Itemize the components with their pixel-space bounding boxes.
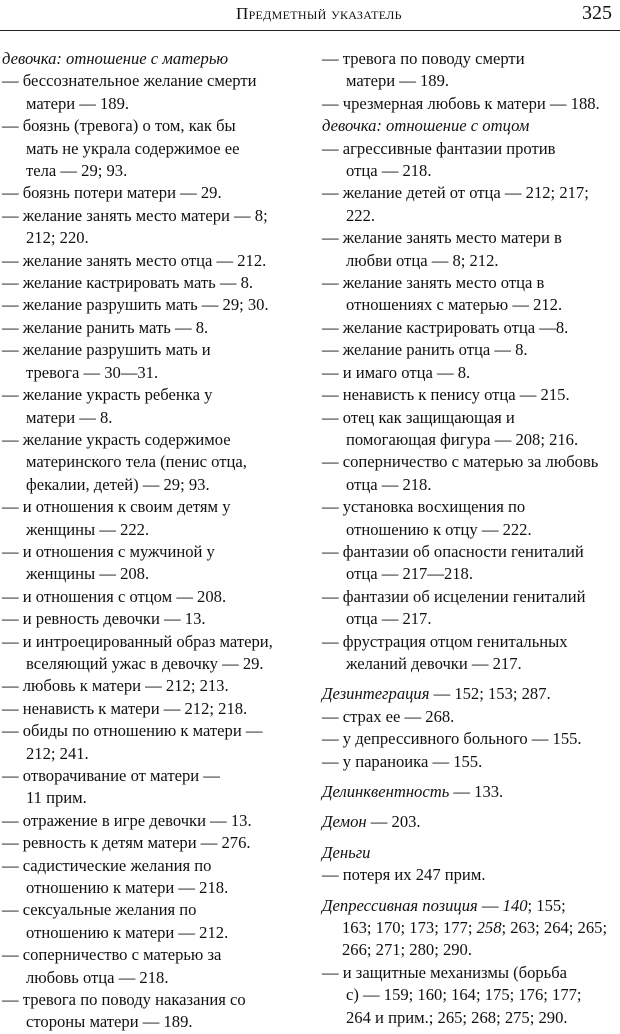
index-entry: — желание украсть содержимое материнского тела (пенис отца, фекалии, детей) — 29; 93. [2, 429, 247, 494]
index-entry: — боязнь (тревога) о том, как бы мать не украла содержимое ее тела — 29; 93. [2, 116, 240, 181]
index-entry: — сексуальные желания по отношению к матери — 212. [2, 900, 229, 942]
term-pages: — [477, 895, 503, 915]
left-column [2, 48, 302, 1034]
term-pages: — 203. [366, 812, 421, 832]
index-entry: — желание занять место матери — 8; 212; 220. [2, 205, 268, 248]
index-entry: — и отношения с мужчиной у женщины — 208. [2, 541, 215, 584]
index-entry: — отражение в игре девочки — 13. [2, 810, 252, 830]
index-term-money [322, 842, 620, 864]
index-entry: — бессознательное желание смерти матери — 189. [2, 71, 257, 113]
index-entry: — ненависть к матери — 212; 218. [2, 698, 248, 718]
index-entry: — тревога по поводу наказания со стороны матери — 189. [2, 990, 246, 1032]
index-entry: — и имаго отца — 8. [322, 362, 471, 382]
term-pages: — 152; 153; 287. [429, 684, 551, 704]
index-entry: — любовь к матери — 212; 213. [2, 676, 229, 696]
index-entry: — желание разрушить мать — 29; 30. [2, 295, 269, 315]
index-entry: — у параноика — 155. [322, 751, 483, 771]
index-entry: — желание украсть ребенка у матери — 8. [2, 385, 213, 427]
term-pages: ; 263; 264; 265; 266; 271; 280; 290. [342, 918, 608, 960]
index-entry: — желание занять место отца в отношениях с матерью — 212. [322, 273, 563, 315]
index-heading-mother: девочка: отношение с матерью [2, 49, 229, 68]
index-entry: — садистические желания по отношению к матери — 218. [2, 855, 229, 898]
index-entry: — соперничество с матерью за любовь отца — 218. [2, 945, 222, 987]
index-entry: — обиды по отношению к матери — 212; 241. [2, 721, 263, 763]
index-entry: — желание кастрировать отца —8. [322, 317, 569, 337]
index-entry: — желание занять место отца — 212. [2, 250, 267, 270]
index-entry: — фантазии об опасности гениталий отца — 217—218. [322, 541, 584, 584]
index-entry: — желание разрушить мать и тревога — 30—31. [2, 340, 211, 382]
index-entry: — желание детей от отца — 212; 217; 222. [322, 183, 589, 225]
index-entry: — и защитные механизмы (борьба с) — 159; 160; 164; 175; 176; 177; 264 и прим.; 265; 268; 275; 290. [322, 962, 582, 1027]
index-entry: — у депрессивного больного — 155. [322, 729, 582, 749]
header-rule [0, 30, 620, 31]
index-entry: — отец как защищающая и помогающая фигура — 208; 216. [322, 407, 579, 449]
index-heading-father: девочка: отношение с отцом [322, 116, 530, 136]
index-entry: — ненависть к пенису отца — 215. [322, 385, 570, 405]
index-entry: — страх ее — 268. [322, 706, 455, 726]
index-entry: — желание занять место матери в любви отца — 8; 212. [322, 228, 562, 270]
term-pages: ; 155; 163; 170; 173; 177; [342, 895, 566, 938]
index-entry: — соперничество с матерью за любовь отца — 218. [322, 452, 599, 494]
page-header [0, 0, 620, 32]
running-title: Предметный указатель [236, 4, 402, 23]
right-column [322, 48, 620, 1029]
page-number: 325 [582, 2, 612, 24]
index-entry: — и отношения к своим детям у женщины — 222. [2, 497, 231, 539]
index-entry: — желание ранить мать — 8. [2, 317, 209, 337]
term-label: Делинквентность [322, 782, 450, 801]
index-entry: — и интроецированный образ матери, вселяющий ужас в девочку — 29. [2, 631, 273, 673]
index-entry: — тревога по поводу смерти матери — 189. [322, 49, 525, 91]
index-term-delinquency [322, 781, 620, 803]
index-entry: — желание кастрировать мать — 8. [2, 273, 254, 293]
term-label: Дезинтеграция [322, 684, 430, 704]
index-entry: — чрезмерная любовь к матери — 188. [322, 93, 600, 113]
index-entry: — установка восхищения по отношению к отцу — 222. [322, 497, 532, 539]
index-entry: — и отношения с отцом — 208. [2, 586, 227, 606]
term-page-italic: 258 [476, 918, 502, 938]
index-entry: — отворачивание от матери — 11 прим. [2, 766, 220, 808]
index-entry: — агрессивные фантазии против отца — 218. [322, 138, 556, 181]
index-entry: — и ревность девочки — 13. [2, 609, 206, 629]
index-entry: — желание ранить отца — 8. [322, 340, 528, 360]
index-term-depressive-position [322, 895, 620, 962]
index-entry: — ревность к детям матери — 276. [2, 833, 251, 853]
index-entry: — фантазии об исцелении гениталий отца — 217. [322, 586, 586, 629]
term-pages: — 133. [449, 782, 504, 801]
index-term-demon [322, 811, 620, 833]
term-label: Демон [322, 812, 367, 832]
index-entry: — фрустрация отцом генитальных желаний девочки — 217. [322, 631, 568, 673]
term-label: Деньги [322, 842, 371, 862]
term-page-italic: 140 [502, 895, 528, 915]
index-entry: — боязнь потери матери — 29. [2, 183, 222, 203]
index-term-disintegration [322, 683, 620, 705]
term-label: Депрессивная позиция [322, 895, 478, 915]
index-entry: — потеря их 247 прим. [322, 865, 486, 885]
